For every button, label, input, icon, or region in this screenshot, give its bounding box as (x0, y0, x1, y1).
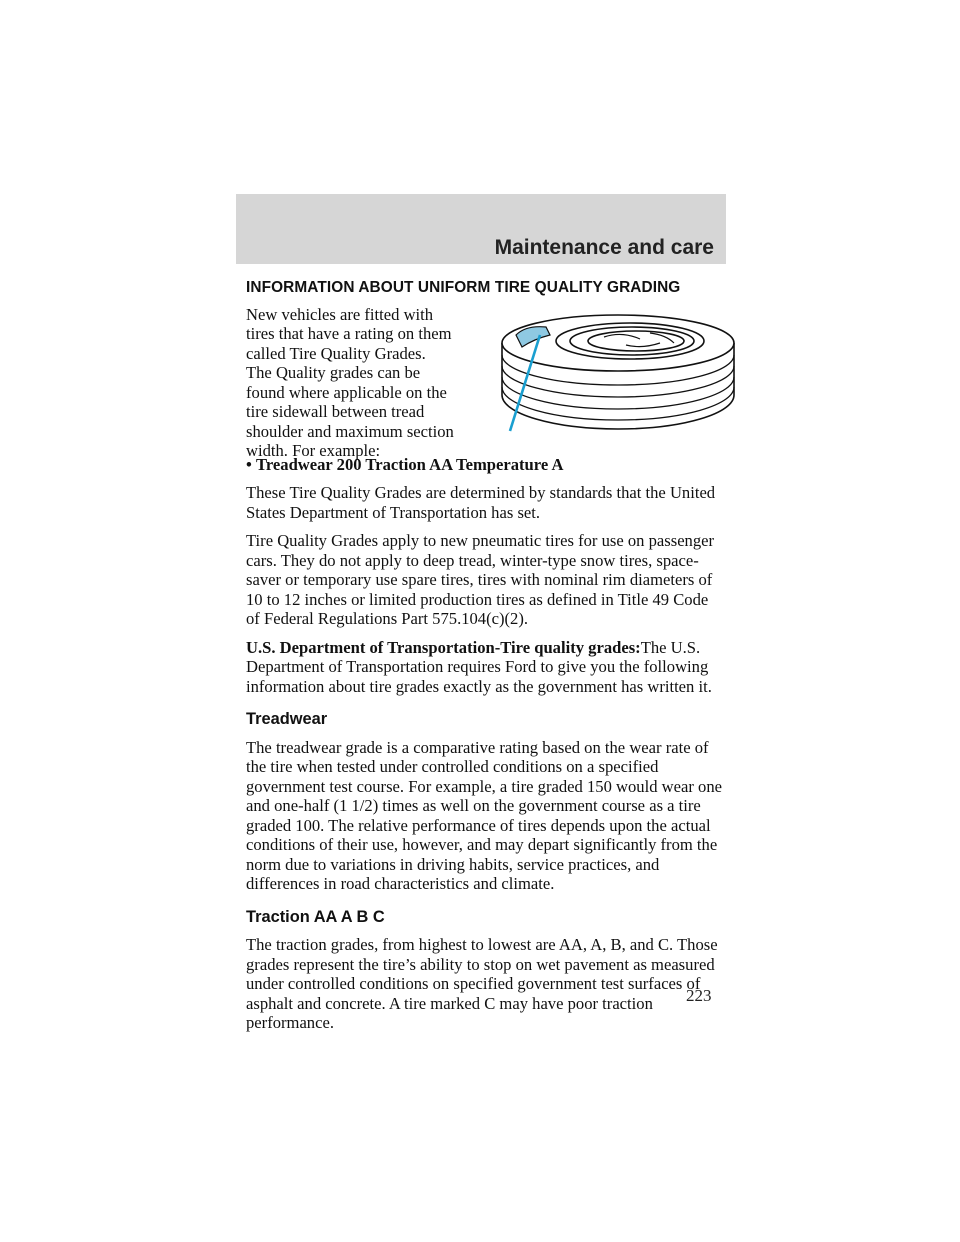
example-bullet-text: Treadwear 200 Traction AA Temperature A (256, 454, 564, 474)
bullet-dot-icon: • (246, 454, 252, 474)
intro-block (246, 304, 724, 460)
section-title: Maintenance and care (494, 236, 714, 259)
traction-heading: Traction AA A B C (246, 907, 385, 926)
traction-paragraph: The traction grades, from highest to lowest are AA, A, B, and C. Those grades represent the tire’s ability to stop on wet pavement as measured under controlled conditions on specified government test surfaces of asphalt and concrete. A tire marked C may have poor traction performance. (246, 935, 718, 1032)
dot-grades-label: U.S. Department of Transportation-Tire quality grades: (246, 637, 641, 657)
main-heading: INFORMATION ABOUT UNIFORM TIRE QUALITY GRADING (246, 279, 681, 296)
intro-paragraph: New vehicles are fitted with tires that have a rating on them called Tire Quality Grades. The Quality grades can be found where applicable on the tire sidewall between tread shoulder and maximum section width. For example: (246, 304, 454, 460)
paragraph-dot-grades (246, 638, 724, 697)
dot-grades-text: The U.S. Department of Transportation requires Ford to give you the following information about tire grades exactly as the government has written it. (246, 637, 712, 696)
paragraph-standards: These Tire Quality Grades are determined by standards that the United States Department of Transportation has set. (246, 483, 716, 522)
page-content (246, 278, 724, 1042)
page-number: 223 (686, 986, 712, 1005)
paragraph-applicability: Tire Quality Grades apply to new pneumatic tires for use on passenger cars. They do not apply to deep tread, winter-type snow tires, space-saver or temporary use spare tires, tires with nominal rim diameters of 10 to 12 inches or limited production tires as defined in Title 49 Code of Federal Regulations Part 575.104(c)(2). (246, 531, 715, 628)
tire-illustration (500, 313, 736, 433)
treadwear-heading: Treadwear (246, 710, 328, 728)
header-band (236, 194, 726, 264)
treadwear-paragraph: The treadwear grade is a comparative rating based on the wear rate of the tire when tested under controlled conditions on a specified government test course. For example, a tire graded 150 would wear one and one-half (1 1/2) times as well on the government course as a tire graded 100. The relative performance of tires depends upon the actual conditions of their use, however, and may depart significantly from the norm due to variations in driving habits, service practices, and differences in road characteristics and climate. (246, 737, 722, 893)
